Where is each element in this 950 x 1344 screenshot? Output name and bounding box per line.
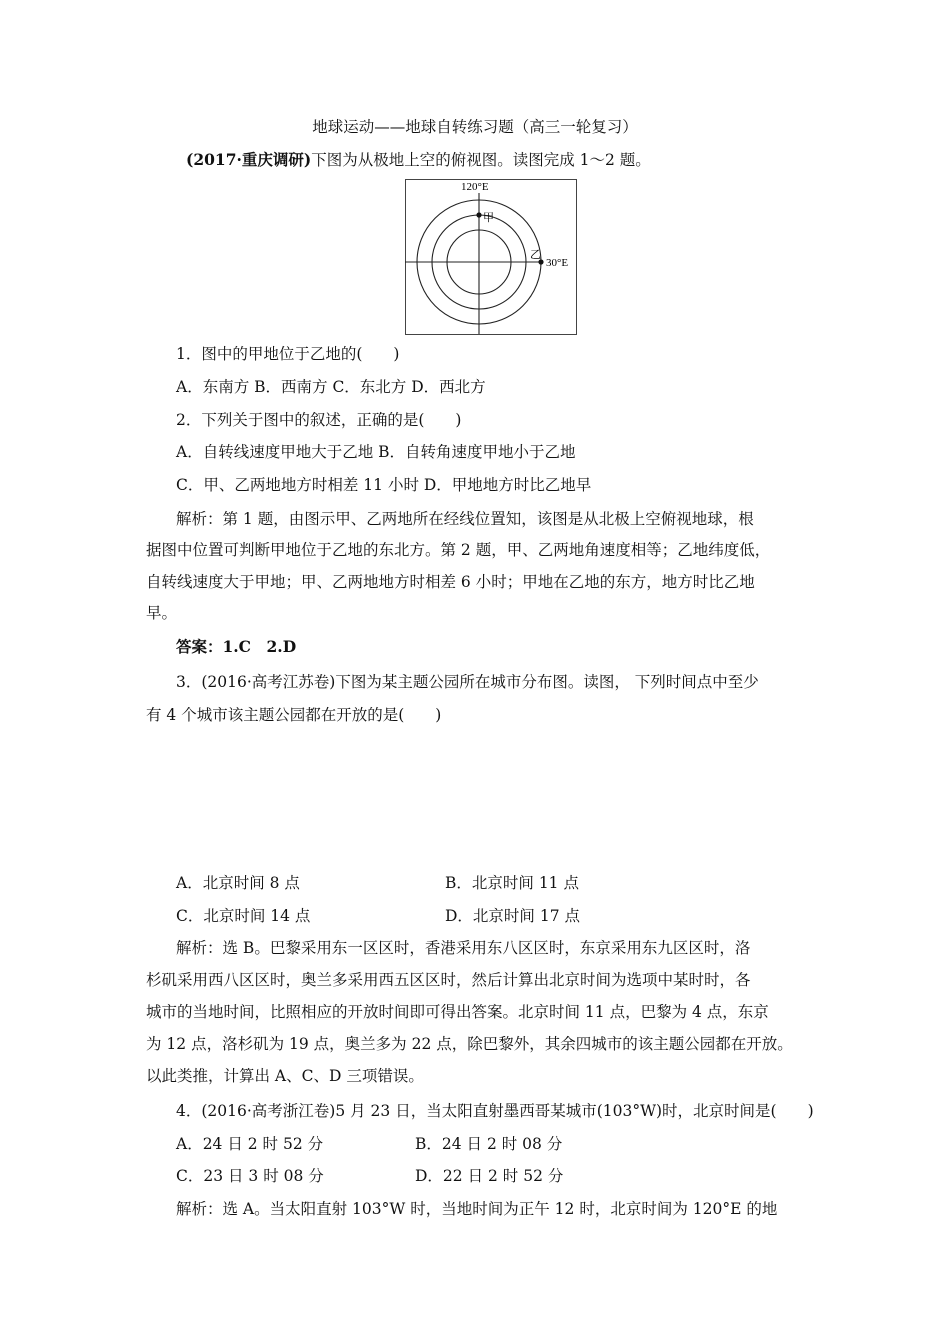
intro-source: (2017·重庆调研) [186, 150, 312, 169]
q3-option-b: B．北京时间 11 点 [445, 874, 579, 892]
analysis4-line-1: 解析：选 A。当太阳直射 103°W 时，当地时间为正午 12 时，北京时间为 120°E 的地 [176, 1200, 778, 1218]
q4-option-c: C．23 日 3 时 08 分 [176, 1167, 324, 1185]
q4-option-b: B．24 日 2 时 08 分 [415, 1135, 563, 1153]
q2-options-ab: A．自转线速度甲地大于乙地 B．自转角速度甲地小于乙地 [176, 443, 576, 461]
analysis1-line-2: 据图中位置可判断甲地位于乙地的东北方。第 2 题，甲、乙两地角速度相等；乙地纬度低， [146, 541, 771, 559]
q3-line-1: 3．(2016·高考江苏卷)下图为某主题公园所在城市分布图。读图， 下列时间点中至少 [176, 673, 759, 691]
q4-option-d: D．22 日 2 时 52 分 [415, 1167, 564, 1185]
analysis1-line-1: 解析：第 1 题，由图示甲、乙两地所在经线位置知，该图是从北极上空俯视地球，根 [176, 510, 754, 528]
analysis3-line-3: 城市的当地时间，比照相应的开放时间即可得出答案。北京时间 11 点，巴黎为 4 点，东京 [146, 1003, 769, 1021]
q3-option-c: C．北京时间 14 点 [176, 907, 311, 925]
q2-options-cd: C．甲、乙两地地方时相差 11 小时 D．甲地地方时比乙地早 [176, 476, 592, 494]
q3-option-a: A．北京时间 8 点 [176, 874, 300, 892]
analysis3-line-4: 为 12 点，洛杉矶为 19 点，奥兰多为 22 点，除巴黎外，其余四城市的该主题公园都在开放。 [146, 1035, 793, 1053]
analysis3-line-1: 解析：选 B。巴黎采用东一区区时，香港采用东八区区时，东京采用东九区区时，洛 [176, 939, 751, 957]
page-title: 地球运动——地球自转练习题（高三一轮复习） [312, 118, 638, 136]
intro-text: 下图为从极地上空的俯视图。读图完成 1～2 题。 [311, 151, 651, 169]
q2-stem: 2．下列关于图中的叙述，正确的是( ) [176, 411, 462, 429]
label-120e: 120°E [461, 181, 489, 193]
polar-view-figure [405, 179, 577, 335]
analysis1-line-3: 自转线速度大于甲地；甲、乙两地地方时相差 6 小时；甲地在乙地的东方，地方时比乙地 [146, 573, 755, 591]
analysis3-line-5: 以此类推，计算出 A、C、D 三项错误。 [146, 1067, 424, 1085]
q3-option-d: D．北京时间 17 点 [445, 907, 581, 925]
label-jia: 甲 [483, 211, 494, 224]
label-yi: 乙 [530, 248, 541, 261]
label-30e: 30°E [546, 257, 569, 269]
answer-1-2: 答案：1.C 2.D [176, 637, 297, 656]
q1-options: A．东南方 B．西南方 C．东北方 D．西北方 [176, 378, 486, 396]
polar-diagram [405, 179, 577, 335]
analysis1-line-4: 早。 [146, 604, 178, 622]
point-jia [476, 212, 481, 217]
analysis3-line-2: 杉矶采用西八区区时，奥兰多采用西五区区时，然后计算出北京时间为选项中某时时，各 [146, 971, 751, 989]
q3-line-2: 有 4 个城市该主题公园都在开放的是( ) [146, 706, 442, 724]
intro-line [186, 150, 651, 170]
q1-stem: 1．图中的甲地位于乙地的( ) [176, 345, 400, 363]
q4-stem: 4．(2016·高考浙江卷)5 月 23 日，当太阳直射墨西哥某城市(103°W)时，北京时间是( ) [176, 1102, 814, 1120]
q4-option-a: A．24 日 2 时 52 分 [176, 1135, 324, 1153]
